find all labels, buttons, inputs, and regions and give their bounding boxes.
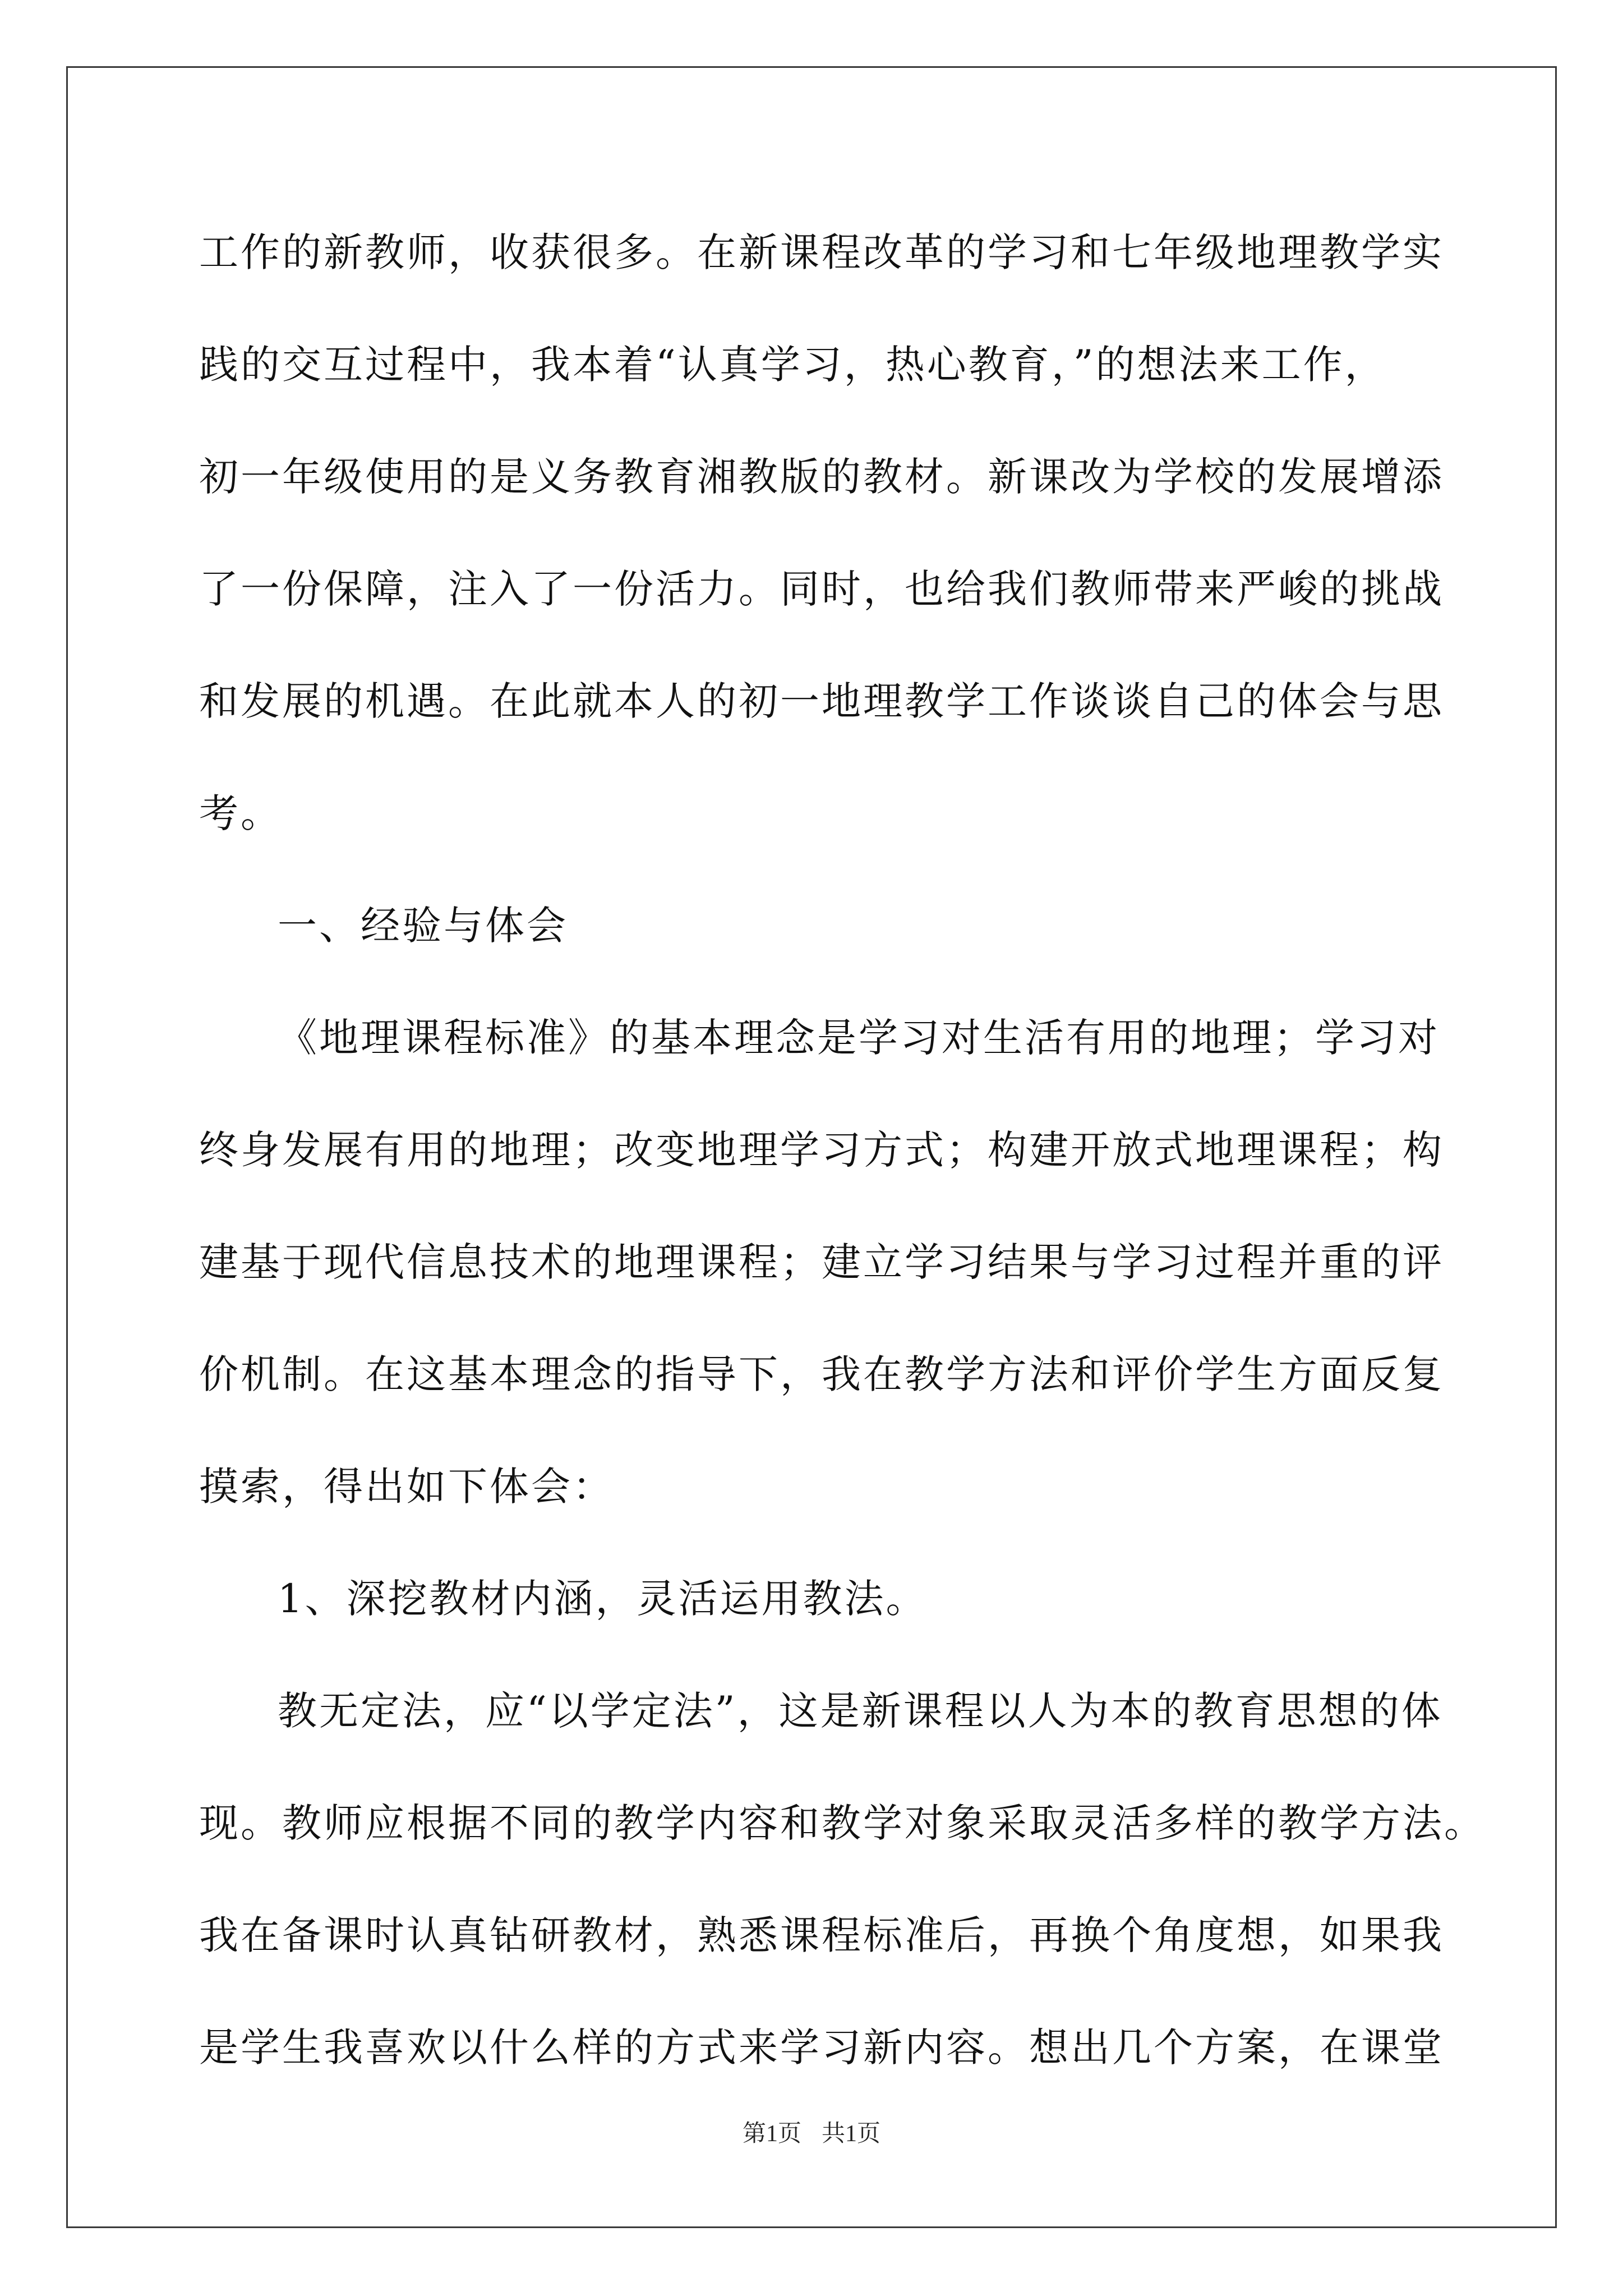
text-line: 《地理课程标准》的基本理念是学习对生活有用的地理；学习对 — [278, 1015, 1440, 1061]
text-line: 价机制。在这基本理念的指导下，我在教学方法和评价学生方面反复 — [199, 1351, 1444, 1397]
text-line: 终身发展有用的地理；改变地理学习方式；构建开放式地理课程；构 — [199, 1127, 1444, 1173]
page-number: 第1页 — [742, 2121, 801, 2147]
text-line: 摸索，得出如下体会： — [199, 1464, 614, 1510]
page-footer — [0, 2118, 1623, 2150]
text-line: 教无定法，应“以学定法”，这是新课程以人为本的教育思想的体 — [278, 1688, 1443, 1734]
text-line: 践的交互过程中，我本着“认真学习，热心教育，”的想法来工作， — [199, 342, 1386, 388]
text-line: 是学生我喜欢以什么样的方式来学习新内容。想出几个方案，在课堂 — [199, 2024, 1444, 2070]
text-line: 初一年级使用的是义务教育湘教版的教材。新课改为学校的发展增添 — [199, 454, 1444, 500]
text-line: 建基于现代信息技术的地理课程；建立学习结果与学习过程并重的评 — [199, 1239, 1444, 1285]
text-line: 现。教师应根据不同的教学内容和教学对象采取灵活多样的教学方法。 — [199, 1800, 1486, 1846]
section-heading: 一、经验与体会 — [278, 903, 568, 949]
text-line: 和发展的机遇。在此就本人的初一地理教学工作谈谈自己的体会与思 — [199, 678, 1444, 724]
text-line: 我在备课时认真钻研教材，熟悉课程标准后，再换个角度想，如果我 — [199, 1912, 1444, 1958]
page-total: 共1页 — [822, 2121, 881, 2147]
text-line: 了一份保障，注入了一份活力。同时，也给我们教师带来严峻的挑战 — [199, 566, 1444, 612]
subsection-heading: 1、深挖教材内涵，灵活运用教法。 — [278, 1576, 928, 1622]
text-line: 考。 — [199, 790, 282, 836]
text-line: 工作的新教师，收获很多。在新课程改革的学习和七年级地理教学实 — [199, 229, 1444, 275]
